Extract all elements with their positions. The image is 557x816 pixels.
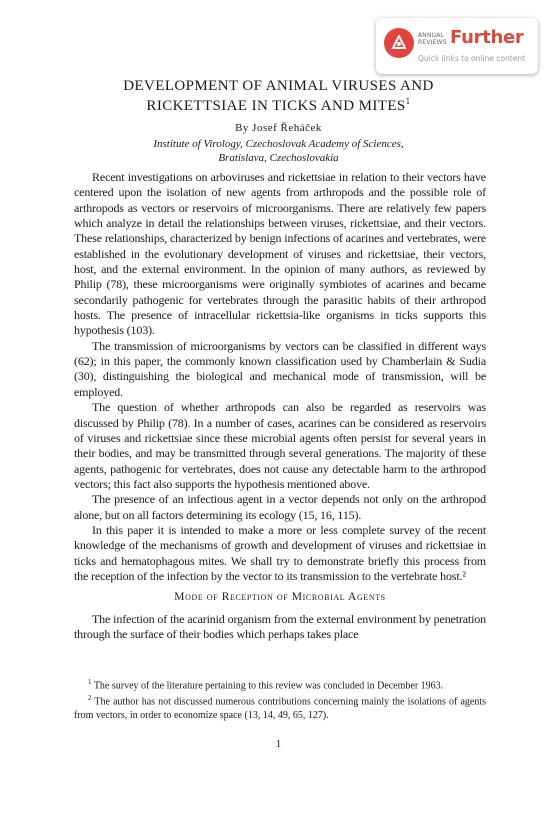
page-number: 1	[275, 738, 282, 750]
badge-further-label[interactable]: Further	[450, 27, 524, 48]
article-title-line2	[0, 96, 557, 115]
affiliation-line2: Bratislava, Czechoslovakia	[218, 152, 339, 164]
badge-subtitle[interactable]: Quick links to online content	[418, 54, 526, 63]
body-paragraph: Recent investigations on arboviruses and rickettsiae in relation to their vectors have centered upon the isolation of new agents from arthropods and the possible role of arthropods as vectors or reservoirs of microorganisms. There are relatively few papers which analyze in detail the relationships between viruses, rickettsiae, and their vectors. These relationships, characterized by benign infections of acarines and vertebrates, were established in the evolutionary development of viruses and rickettsiae, their vectors, host, and the external environment. In the opinion of many authors, as reviewed by Philip (78), these microorganisms were originally symbiotes of acarines and became secondarily pathogenic for vertebrates through the parasitic habits of their arthropod hosts. The presence of intracellular rickettsia-like organisms in ticks supports this hypothesis (103).	[74, 170, 486, 338]
article-title-line1: DEVELOPMENT OF ANIMAL VIRUSES AND	[123, 78, 434, 94]
footnote-1	[74, 676, 486, 692]
section-paragraph: The infection of the acarinid organism from the external environment by penetration through the surface of their bodies which perhaps takes place	[74, 611, 486, 641]
footnotes	[74, 676, 486, 722]
title-footnote-mark: 1	[405, 96, 411, 106]
footnote-2	[74, 692, 486, 721]
body-paragraph: The presence of an infectious agent in a vector depends not only on the arthropod alone, but on all factors determining its ecology (15, 16, 115).	[74, 492, 486, 522]
footnote-mark: 1	[88, 678, 92, 686]
section-heading: Mode of Reception of Microbial Agents	[174, 591, 386, 604]
footnote-text: The author has not discussed numerous contributions concerning mainly the isolations of agents from vectors, in order to economize space (13, 14, 49, 65, 127).	[74, 696, 486, 721]
author-line: By Josef Řeháček	[235, 122, 322, 134]
body-paragraph: The transmission of microorganisms by vectors can be classified in different ways (62); in this paper, the commonly known classification used by Chamberlain & Sudia (30), distinguishing the biological and mechanical mode of transmission, will be employed.	[74, 338, 486, 399]
annual-reviews-logo-icon	[384, 28, 414, 58]
article-title-line2-text: RICKETTSIAE IN TICKS AND MITES	[146, 98, 406, 114]
affiliation-line1: Institute of Virology, Czechoslovak Academy of Sciences,	[153, 138, 404, 150]
body-paragraph: In this paper it is intended to make a more or less complete survey of the recent knowledge of the mechanisms of growth and development of viruses and rickettsiae in ticks and hematophagous mites. We shall try to demonstrate briefly this process from the reception of the infection by the vector to its transmission to the vertebrate host.²	[74, 522, 486, 583]
badge-brand-line1: ANNUAL	[418, 32, 445, 39]
further-badge[interactable]	[376, 18, 538, 74]
badge-brand-line2: REVIEWS	[418, 39, 447, 46]
footnote-mark: 2	[88, 694, 92, 703]
article-body	[74, 170, 486, 642]
body-paragraph: The question of whether arthropods can also be regarded as reservoirs was discussed by Philip (78). In a number of cases, acarines can be considered as reservoirs of viruses and rickettsiae since these microbial agents often persist for several years in their bodies, and may be transmitted through several generations. The majority of these agents, pathogenic for vertebrates, does not cause any detectable harm to the arthropod vectors; this fact also supports the hypothesis mentioned above.	[74, 400, 486, 491]
badge-brand-text	[418, 32, 447, 46]
footnote-text: The survey of the literature pertaining to this review was concluded in December 1963.	[93, 680, 444, 692]
